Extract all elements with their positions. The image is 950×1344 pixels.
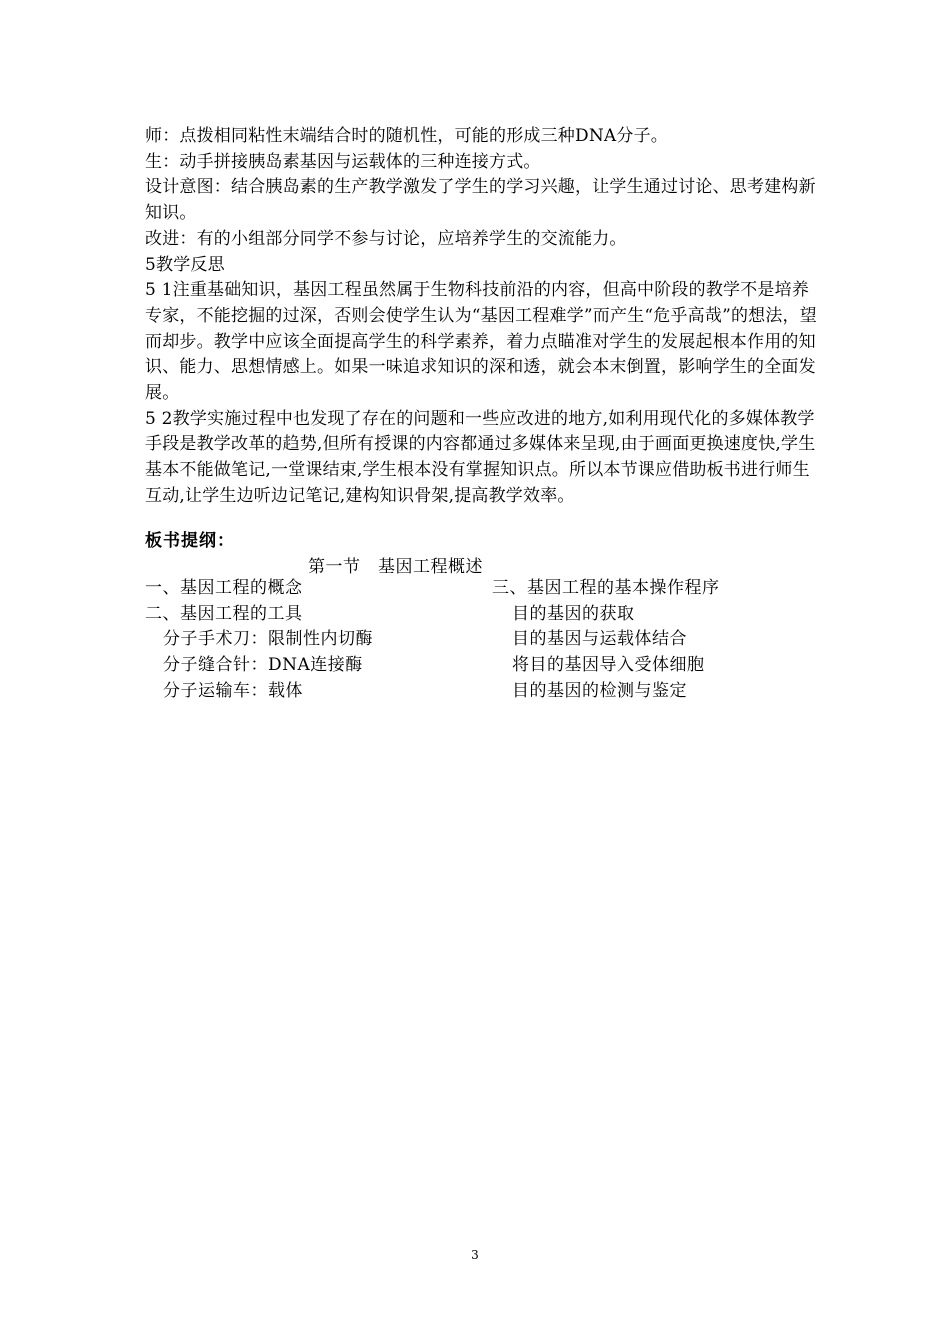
outline-section-procedure: 三、基因工程的基本操作程序 (492, 578, 720, 598)
student-line: 生：动手拼接胰岛素基因与运载体的三种连接方式。 (145, 151, 541, 172)
body-text (145, 124, 825, 510)
outline-section-tools: 二、基因工程的工具 (145, 603, 303, 624)
teacher-line: 师：点拨相同粘性末端结合时的随机性，可能的形成三种DNA分子。 (145, 126, 668, 146)
outline-procedure-step: 目的基因与运载体结合 (512, 629, 687, 650)
outline-tool-item: 分子运输车：载体 (163, 680, 303, 701)
outline-right-column (492, 576, 720, 705)
reflection-paragraph-1: 5 1注重基础知识，基因工程虽然属于生物科技前沿的内容，但高中阶段的教学不是培养专家，不能挖掘的过深，否则会使学生认为“基因工程难学”而产生“危乎高哉”的想法，望而却步。教学中应该全面提高学生的科学素养，着力点瞄准对学生的发展起根本作用的知识、能力、思想情感上。如果一味追求知识的深和透，就会本末倒置，影响学生的全面发展。 (145, 280, 817, 404)
outline-procedure-step: 目的基因的获取 (512, 603, 635, 624)
improvement-paragraph: 改进：有的小组部分同学不参与讨论，应培养学生的交流能力。 (145, 228, 627, 249)
outline-tool-item: 分子手术刀：限制性内切酶 (163, 629, 373, 650)
outline-procedure-step: 目的基因的检测与鉴定 (512, 680, 687, 701)
section-heading-reflection: 5教学反思 (145, 254, 225, 275)
reflection-paragraph-2: 5 2教学实施过程中也发现了存在的问题和一些应改进的地方,如利用现代化的多媒体教学手段是教学改革的趋势,但所有授课的内容都通过多媒体来呈现,由于画面更换速度快,学生基本不能做笔记,一堂课结束,学生根本没有掌握知识点。所以本节课应借助板书进行师生互动,让学生边听边记笔记,建构知识骨架,提高教学效率。 (145, 408, 816, 506)
outline-procedure-step: 将目的基因导入受体细胞 (512, 655, 705, 676)
outline-tool-item: 分子缝合针：DNA连接酶 (163, 655, 363, 676)
page-number: 3 (471, 1248, 479, 1262)
design-intent-paragraph: 设计意图：结合胰岛素的生产教学激发了学生的学习兴趣，让学生通过讨论、思考建构新知识。 (145, 177, 816, 224)
outline-section-concept: 一、基因工程的概念 (145, 578, 303, 598)
outline-left-column (145, 576, 373, 705)
outline-title: 第一节 基因工程概述 (308, 557, 483, 577)
board-outline-heading: 板书提纲： (145, 531, 235, 551)
